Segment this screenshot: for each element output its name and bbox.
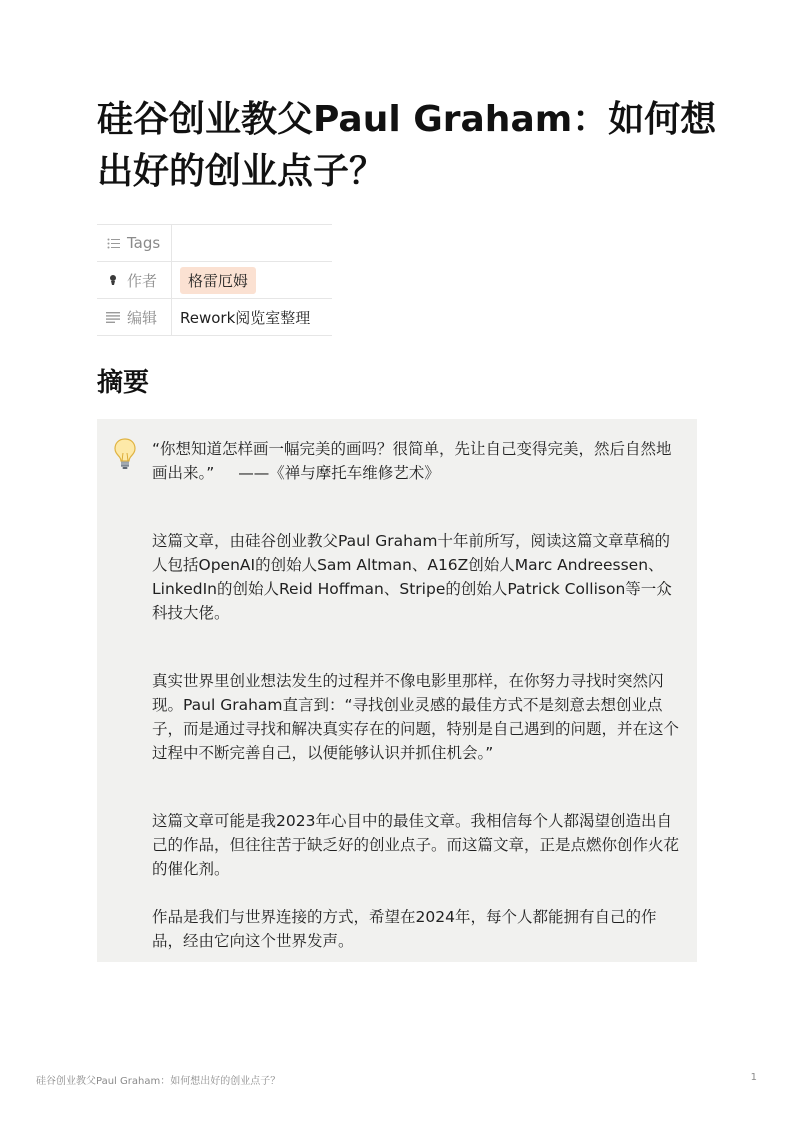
property-value-tags[interactable]	[172, 225, 333, 262]
text-lines-icon	[103, 312, 123, 323]
property-row-author	[97, 262, 332, 299]
list-icon	[103, 238, 123, 249]
page-number: 1	[750, 1072, 757, 1083]
summary-quote-source: ——《禅与摩托车维修艺术》	[238, 464, 440, 482]
summary-heading: 摘要	[97, 368, 150, 398]
summary-paragraph: 作品是我们与世界连接的方式，希望在2024年，每个人都能拥有自己的作品，经由它向这个世界发声。	[152, 908, 657, 950]
person-icon	[103, 274, 123, 286]
property-row-tags	[97, 225, 332, 262]
footer-doc-title: 硅谷创业教父Paul Graham：如何想出好的创业点子？	[36, 1076, 281, 1087]
lightbulb-icon	[113, 437, 137, 471]
property-key-author: 作者	[127, 271, 158, 290]
page-title: 硅谷创业教父Paul Graham：如何想出好的创业点子？	[97, 99, 717, 192]
summary-paragraph: 这篇文章，由硅谷创业教父Paul Graham十年前所写，阅读这篇文章草稿的人包括OpenAI的创始人Sam Altman、A16Z创始人Marc Andreessen、LinkedIn的创始人Reid Hoffman、Stripe的创始人Patrick Collison等一众科技大佬。	[152, 532, 672, 622]
summary-paragraph: 真实世界里创业想法发生的过程并不像电影里那样，在你努力寻找时突然闪现。Paul Graham直言到：“寻找创业灵感的最佳方式不是刻意去想创业点子，而是通过寻找和解决真实存在的问题，特别是自己遇到的问题，并在这个过程中不断完善自己，以便能够认识并抓住机会。”	[152, 672, 680, 762]
summary-callout	[97, 419, 697, 962]
summary-paragraph: 这篇文章可能是我2023年心目中的最佳文章。我相信每个人都渴望创造出自己的作品，但往往苦于缺乏好的创业点子。而这篇文章，正是点燃你创作火花的催化剂。	[152, 812, 680, 878]
property-value-editor[interactable]: Rework阅览室整理	[172, 299, 333, 336]
property-key-editor: 编辑	[127, 308, 158, 327]
property-key-tags: Tags	[127, 234, 161, 252]
properties-table	[97, 224, 332, 336]
summary-quote: “你想知道怎样画一幅完美的画吗？很简单，先让自己变得完美，然后自然地画出来。”	[152, 440, 672, 482]
property-row-editor	[97, 299, 332, 336]
author-tag[interactable]: 格雷厄姆	[180, 267, 256, 294]
